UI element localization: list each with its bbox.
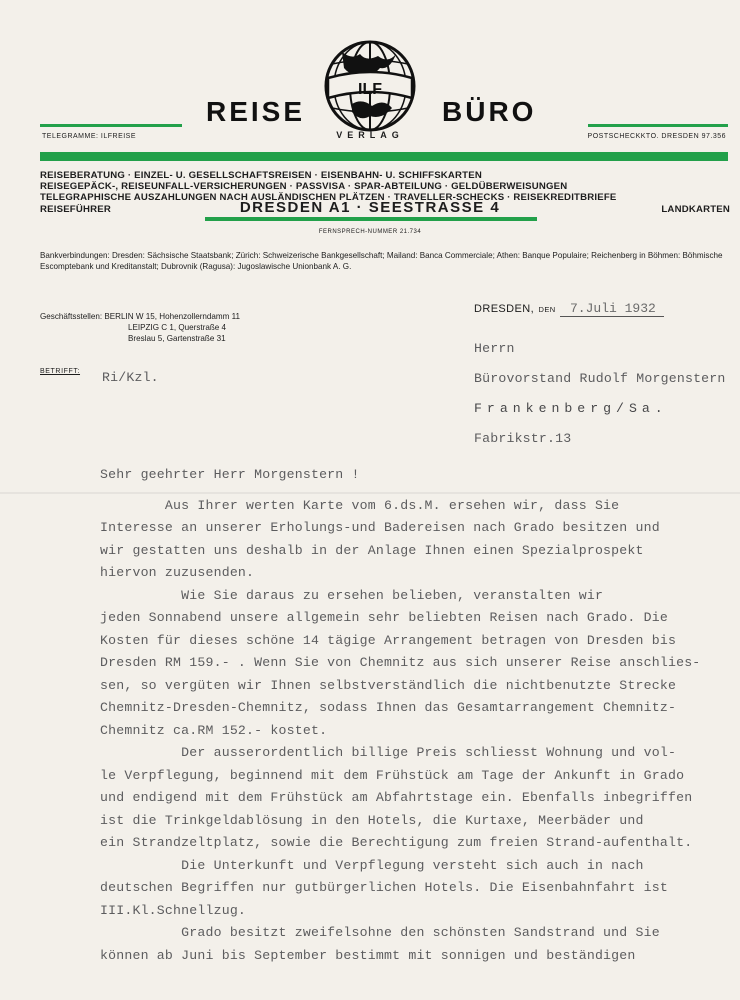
office-address: DRESDEN A1 · SEESTRASSE 4 <box>239 199 501 216</box>
green-rule-right <box>588 124 728 127</box>
body-line: ein Strandzeltplatz, sowie die Berechtigung zum freien Strand-aufenthalt. <box>100 835 693 850</box>
date-line <box>474 299 664 317</box>
body-line: Kosten für dieses schöne 14 tägige Arrangement betragen von Dresden bis <box>100 632 677 648</box>
telegram-address: TELEGRAMME: ILFREISE <box>42 133 137 140</box>
logo-text: ILF <box>358 81 382 98</box>
body-line: deutschen Begriffen nur gutbürgerlichen Hotels. Die Eisenbahnfahrt ist <box>100 880 668 895</box>
body-line: wir gestatten uns deshalb in der Anlage Ihnen einen Spezialprospekt <box>100 542 644 558</box>
body-line: Der ausserordentlich billige Preis schliesst Wohnung und vol- <box>100 745 677 760</box>
body-line: III.Kl.Schnellzug. <box>100 902 247 918</box>
body-line: Die Unterkunft und Verpflegung versteht sich auch in nach <box>100 857 644 873</box>
body-line: Grado besitzt zweifelsohne den schönsten Sandstrand und Sie <box>100 925 660 940</box>
salutation: Sehr geehrter Herr Morgenstern ! <box>100 467 360 482</box>
branch-item: LEIPZIG C 1, Querstraße 4 <box>128 323 227 332</box>
brand-right: BÜRO <box>442 96 537 127</box>
reference-code: Ri/Kzl. <box>102 370 159 385</box>
address-underline <box>205 217 537 221</box>
body-line: sen, so vergüten wir Ihnen selbstverständlich die nichtbenutzte Strecke <box>100 677 677 693</box>
date-prefix: DRESDEN, <box>474 303 535 315</box>
verlag-subtitle: VERLAG <box>336 130 404 140</box>
body-line: le Verpflegung, beginnend mit dem Frühstück am Tage der Ankunft in Grado <box>100 767 685 783</box>
body-line: Aus Ihrer werten Karte vom 6.ds.M. ersehen wir, dass Sie <box>100 497 620 513</box>
date-den: DEN <box>538 305 556 314</box>
letter-date: 7.Juli 1932 <box>560 301 664 317</box>
body-line: Interesse an unserer Erholungs-und Badereisen nach Grado besitzen und <box>100 520 660 535</box>
branch-item: Breslau 5, Gartenstraße 31 <box>128 334 226 343</box>
phone-number: FERNSPRECH-NUMMER 21.734 <box>318 229 422 235</box>
body-line: können ab Juni bis September bestimmt mit sonnigen und beständigen <box>100 947 636 963</box>
body-line: jeden Sonnabend unsere allgemein sehr beliebten Reisen nach Grado. Die <box>100 610 668 625</box>
body-line: Chemnitz ca.RM 152.- kostet. <box>100 722 328 738</box>
recipient-line: Fabrikstr.13 <box>474 431 572 446</box>
body-line: Chemnitz-Dresden-Chemnitz, sodass Ihnen das Gesamtarrangement Chemnitz- <box>100 700 677 715</box>
body-line: ist die Trinkgeldablösung in den Hotels, die Kurtaxe, Meerbäder und <box>100 812 644 828</box>
branch-offices <box>40 311 240 344</box>
postcheck-account: POSTSCHECKKTO. DRESDEN 97.356 <box>587 133 726 140</box>
services-line: REISEBERATUNG · EINZEL- U. GESELLSCHAFTSREISEN · EISENBAHN- U. SCHIFFSKARTEN <box>40 170 482 181</box>
body-line: und endigend mit dem Frühstück am Abfahrtstage ein. Ebenfalls inbegriffen <box>100 790 693 805</box>
services-landkarten: LANDKARTEN <box>661 203 730 215</box>
betrifft-label: BETRIFFT: <box>40 368 81 375</box>
recipient-line: Herrn <box>474 341 515 356</box>
services-line: REISEGEPÄCK-, REISEUNFALL-VERSICHERUNGEN · PASSVISA · SPAR-ABTEILUNG · GELDÜBERWEISUNGEN <box>40 181 568 193</box>
recipient-line: Bürovorstand Rudolf Morgenstern <box>474 371 726 386</box>
brand-left: REISE <box>206 96 306 127</box>
branches-label: Geschäftsstellen: <box>40 312 103 321</box>
bank-connections: Bankverbindungen: Dresden: Sächsische Staatsbank; Zürich: Schweizerische Bankgesellschaft; Mailand: Banca Commerciale; Athen: Banque Populaire; Reichenberg in Böhmen: Böhmische Escomptebank und Kreditanstalt; Dubrovnik (Ragusa): Jugoslawische Unionbank A. G. <box>40 251 723 271</box>
services-reisefuehrer: REISEFÜHRER <box>40 203 111 215</box>
body-line: Dresden RM 159.- . Wenn Sie von Chemnitz aus sich unserer Reise anschlies- <box>100 655 701 670</box>
branch-item: BERLIN W 15, Hohenzollerndamm 11 <box>104 312 241 321</box>
green-rule-left <box>40 124 182 127</box>
green-band <box>40 152 728 161</box>
services-line: TELEGRAPHISCHE AUSZAHLUNGEN NACH AUSLÄNDISCHEN PLÄTZEN · TRAVELLER-SCHECKS · REISEKREDITBRIEFE <box>40 192 617 204</box>
recipient-address <box>474 334 726 454</box>
body-line: Wie Sie daraus zu ersehen belieben, veranstalten wir <box>100 587 604 603</box>
letter-body <box>100 464 740 967</box>
body-line: hiervon zuzusenden. <box>100 565 255 580</box>
globe-logo-icon <box>322 38 418 134</box>
recipient-city: Frankenberg/Sa. <box>474 401 668 416</box>
